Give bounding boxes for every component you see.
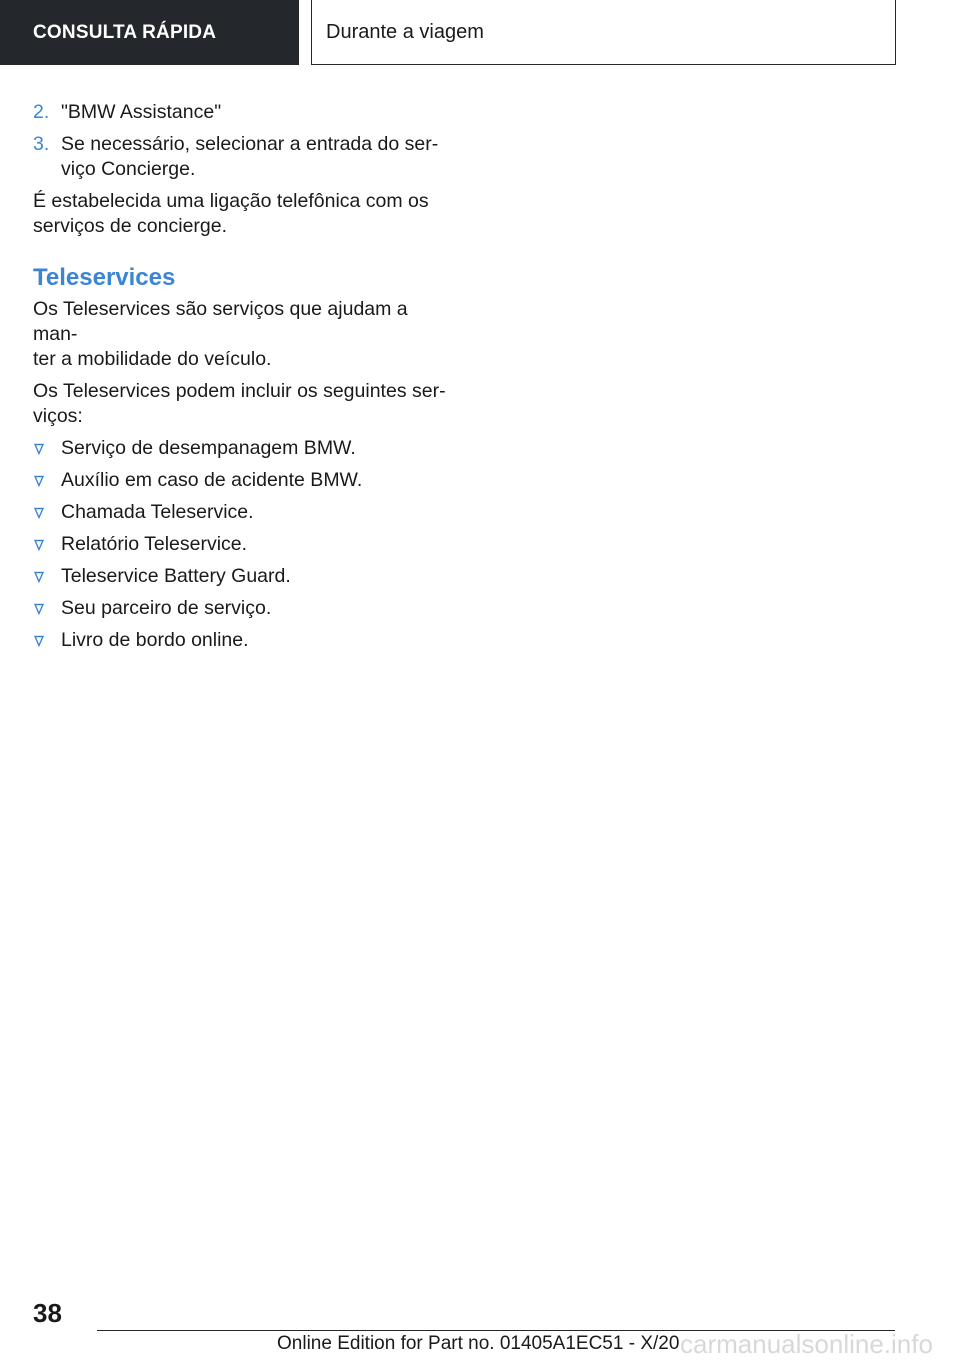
list-item-text: Seu parceiro de serviço.: [61, 597, 272, 619]
step-number: 3.: [33, 133, 50, 155]
step-number: 2.: [33, 101, 50, 123]
list-item-text: Chamada Teleservice.: [61, 501, 254, 523]
triangle-bullet-icon: [33, 564, 61, 589]
step-text: Se necessário, selecionar a entrada do ser‐ viço Concierge.: [61, 133, 439, 180]
section-tab: [0, 0, 299, 65]
list-item-text: Teleservice Battery Guard.: [61, 565, 291, 587]
step-text: "BMW Assistance": [61, 101, 222, 123]
list-item-text: Livro de bordo online.: [61, 629, 249, 651]
triangle-bullet-icon: [33, 468, 61, 493]
triangle-bullet-icon: [33, 628, 61, 653]
page-number: 38: [33, 1298, 62, 1328]
edition-info: Online Edition for Part no. 01405A1EC51 - X/20: [277, 1333, 680, 1354]
teleservices-list-intro: Os Teleservices podem incluir os seguintes ser‐ viços:: [33, 380, 446, 427]
triangle-bullet-icon: [33, 596, 61, 621]
list-item: [33, 532, 453, 557]
step-item: [33, 100, 453, 125]
page-content: [33, 100, 453, 660]
teleservices-list: [33, 436, 453, 653]
chapter-header: [311, 0, 896, 65]
chapter-title: Durante a viagem: [326, 20, 484, 43]
list-item: [33, 628, 453, 653]
teleservices-heading: Teleservices: [33, 264, 176, 291]
list-item: [33, 596, 453, 621]
step-item: [33, 132, 453, 182]
list-item: [33, 468, 453, 493]
list-item: [33, 500, 453, 525]
triangle-bullet-icon: [33, 532, 61, 557]
concierge-paragraph: É estabelecida uma ligação telefônica com os serviços de concierge.: [33, 190, 429, 237]
list-item-text: Relatório Teleservice.: [61, 533, 248, 555]
list-item-text: Serviço de desempanagem BMW.: [61, 437, 356, 459]
section-title: CONSULTA RÁPIDA: [33, 21, 217, 43]
teleservices-intro: Os Teleservices são serviços que ajudam a man‐ ter a mobilidade do veículo.: [33, 298, 408, 370]
triangle-bullet-icon: [33, 436, 61, 461]
triangle-bullet-icon: [33, 500, 61, 525]
list-item-text: Auxílio em caso de acidente BMW.: [61, 469, 363, 491]
list-item: [33, 564, 453, 589]
watermark: carmanualsonline.info: [680, 1329, 933, 1359]
list-item: [33, 436, 453, 461]
